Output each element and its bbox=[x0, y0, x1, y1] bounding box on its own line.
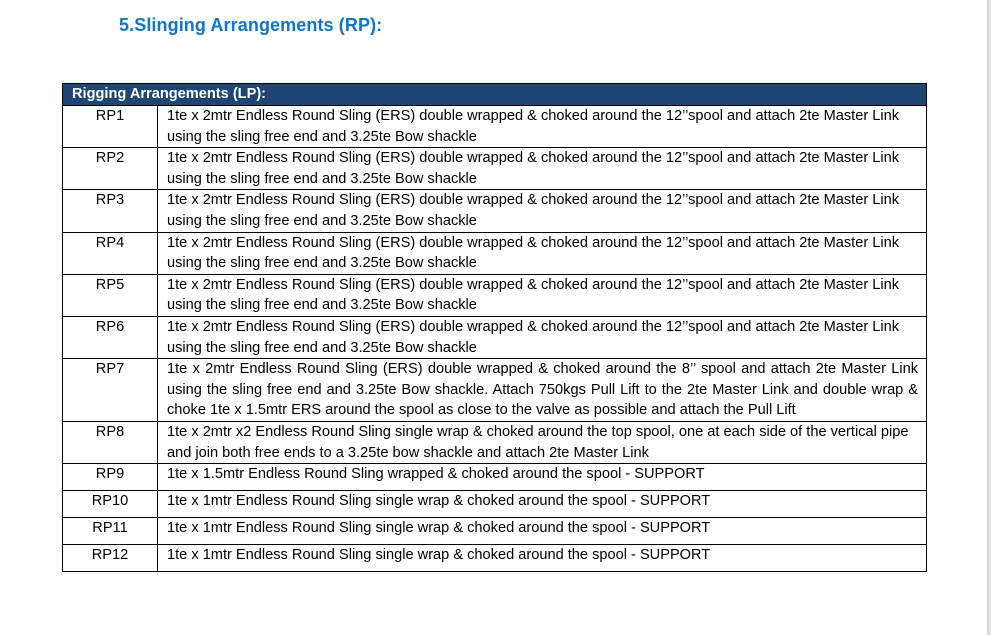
row-id: RP3 bbox=[63, 190, 158, 232]
row-description: 1te x 1mtr Endless Round Sling single wrap & choked around the spool - SUPPORT bbox=[158, 545, 927, 572]
table-row bbox=[63, 464, 927, 491]
page-edge bbox=[987, 0, 991, 635]
table-row bbox=[63, 106, 927, 148]
row-id: RP10 bbox=[63, 491, 158, 518]
row-id: RP7 bbox=[63, 359, 158, 422]
row-id: RP1 bbox=[63, 106, 158, 148]
rigging-table bbox=[62, 83, 927, 572]
row-description: 1te x 2mtr x2 Endless Round Sling single wrap & choked around the top spool, one at each side of the vertical pipe and join both free ends to a 3.25te bow shackle and attach 2te Master Link bbox=[158, 421, 927, 463]
row-id: RP11 bbox=[63, 518, 158, 545]
table-header-row bbox=[63, 84, 927, 106]
row-description: 1te x 1mtr Endless Round Sling single wrap & choked around the spool - SUPPORT bbox=[158, 518, 927, 545]
table-row bbox=[63, 359, 927, 422]
table-row bbox=[63, 190, 927, 232]
row-description: 1te x 1mtr Endless Round Sling single wrap & choked around the spool - SUPPORT bbox=[158, 491, 927, 518]
table-row bbox=[63, 232, 927, 274]
table-row bbox=[63, 491, 927, 518]
table-row bbox=[63, 545, 927, 572]
table-row bbox=[63, 421, 927, 463]
table-row bbox=[63, 274, 927, 316]
row-description: 1te x 2mtr Endless Round Sling (ERS) double wrapped & choked around the 8’’ spool and attach 2te Master Link using the sling free end and 3.25te Bow shackle. Attach 750kgs Pull Lift to the 2te Master Link and double wrap & choke 1te x 1.5mtr ERS around the spool as close to the valve as possible and attach the Pull Lift bbox=[158, 359, 927, 422]
row-id: RP9 bbox=[63, 464, 158, 491]
row-description: 1te x 2mtr Endless Round Sling (ERS) double wrapped & choked around the 12’’spool and attach 2te Master Link using the sling free end and 3.25te Bow shackle bbox=[158, 316, 927, 358]
row-description: 1te x 1.5mtr Endless Round Sling wrapped & choked around the spool - SUPPORT bbox=[158, 464, 927, 491]
row-id: RP6 bbox=[63, 316, 158, 358]
row-description: 1te x 2mtr Endless Round Sling (ERS) double wrapped & choked around the 12’’spool and attach 2te Master Link using the sling free end and 3.25te Bow shackle bbox=[158, 274, 927, 316]
row-description: 1te x 2mtr Endless Round Sling (ERS) double wrapped & choked around the 12’’spool and attach 2te Master Link using the sling free end and 3.25te Bow shackle bbox=[158, 190, 927, 232]
row-id: RP8 bbox=[63, 421, 158, 463]
row-id: RP4 bbox=[63, 232, 158, 274]
row-description: 1te x 2mtr Endless Round Sling (ERS) double wrapped & choked around the 12’’spool and attach 2te Master Link using the sling free end and 3.25te Bow shackle bbox=[158, 232, 927, 274]
table-header: Rigging Arrangements (LP): bbox=[63, 84, 927, 106]
row-id: RP12 bbox=[63, 545, 158, 572]
table-row bbox=[63, 316, 927, 358]
table-row bbox=[63, 518, 927, 545]
row-description: 1te x 2mtr Endless Round Sling (ERS) double wrapped & choked around the 12’’spool and attach 2te Master Link using the sling free end and 3.25te Bow shackle bbox=[158, 106, 927, 148]
table-row bbox=[63, 148, 927, 190]
row-id: RP5 bbox=[63, 274, 158, 316]
row-description: 1te x 2mtr Endless Round Sling (ERS) double wrapped & choked around the 12’’spool and attach 2te Master Link using the sling free end and 3.25te Bow shackle bbox=[158, 148, 927, 190]
section-title: 5.Slinging Arrangements (RP): bbox=[119, 15, 383, 35]
row-id: RP2 bbox=[63, 148, 158, 190]
